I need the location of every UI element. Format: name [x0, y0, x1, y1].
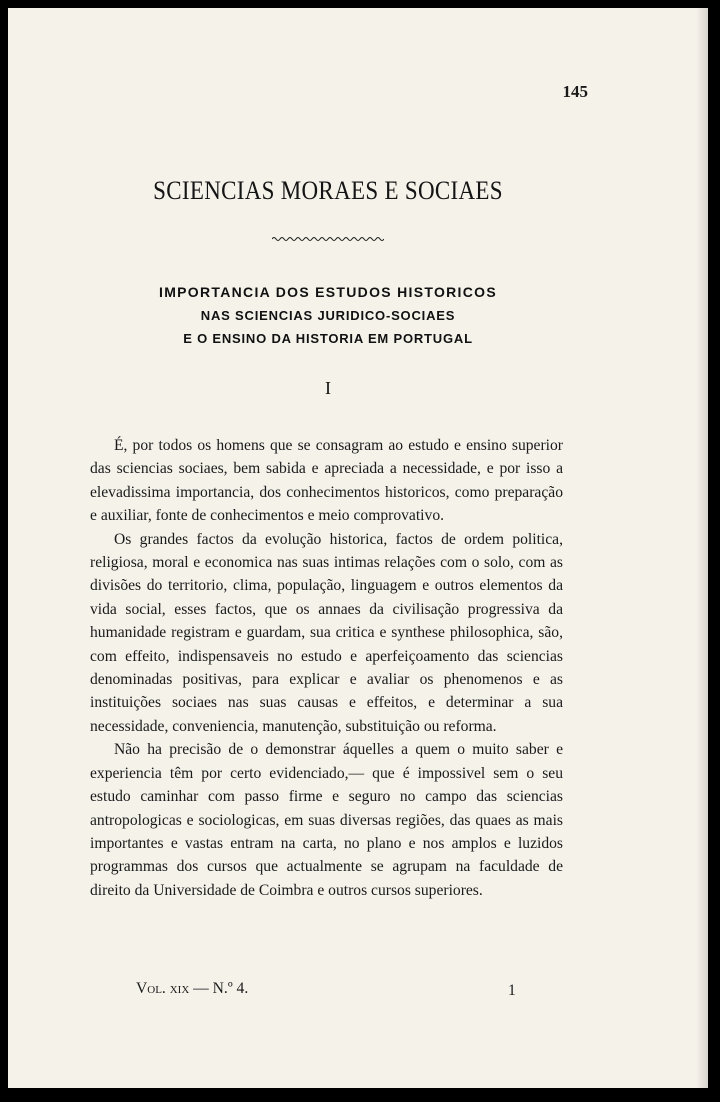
body-text [90, 434, 563, 902]
bleed-through-text [96, 68, 596, 92]
page-edge-shadow [696, 8, 708, 1088]
section-title: SCIENCIAS MORAES E SOCIAES [153, 176, 503, 205]
document-page [8, 8, 708, 1088]
volume-number: Vol. xix — N.º 4. [136, 980, 249, 997]
paragraph-3: Não ha precisão de o demonstrar áquelles a quem o muito saber e experiencia têm por certo evidenciado,— que é impossivel sem o seu estudo caminhar com passo firme e seguro no campo das sciencias antropologicas e sociologicas, em suas diversas regiões, das quaes as mais importantes e vastas entram na carta, no plano e nos amplos e luzidos programmas dos cursos que actualmente se agrupam na faculdade de direito da Universidade de Coimbra e outros cursos superiores. [90, 741, 563, 899]
subtitle-line-3: E O ENSINO DA HISTORIA EM PORTUGAL [183, 331, 473, 346]
subtitle-line-2: NAS SCIENCIAS JURIDICO-SOCIAES [200, 308, 456, 323]
paragraph-2: Os grandes factos da evolução historica, factos de ordem politica, religiosa, moral e economica nas suas intimas relações com o solo, com as divisões do territorio, clima, população, linguagem e outros elementos da vida social, esses factos, que os annaes da civilisação progressiva da humanidade registram e guardam, sua critica e synthese philosophica, são, com effeito, indispensaveis no estudo e aperfeiçoamento das sciencias denominadas positivas, para explicar e avaliar os phenomenos e as instituições sociaes nas suas causas e effeitos, e determinar a sua necessidade, conveniencia, manutenção, substituição ou reforma. [90, 530, 563, 735]
wavy-rule-ornament [272, 235, 384, 243]
subtitle-line-1: IMPORTANCIA DOS ESTUDOS HISTORICOS [159, 284, 497, 300]
section-numeral: I [325, 378, 331, 398]
page-number: 145 [562, 82, 588, 101]
paragraph-1: É, por todos os homens que se consagram ao estudo e ensino superior das sciencias sociaes, bem sabida e apreciada a necessidade, e por isso a elevadissima importancia, dos conhecimentos historicos, como preparação e auxiliar, fonte de conhecimentos e meio comprovativo. [90, 437, 563, 525]
signature-mark: 1 [508, 982, 516, 999]
